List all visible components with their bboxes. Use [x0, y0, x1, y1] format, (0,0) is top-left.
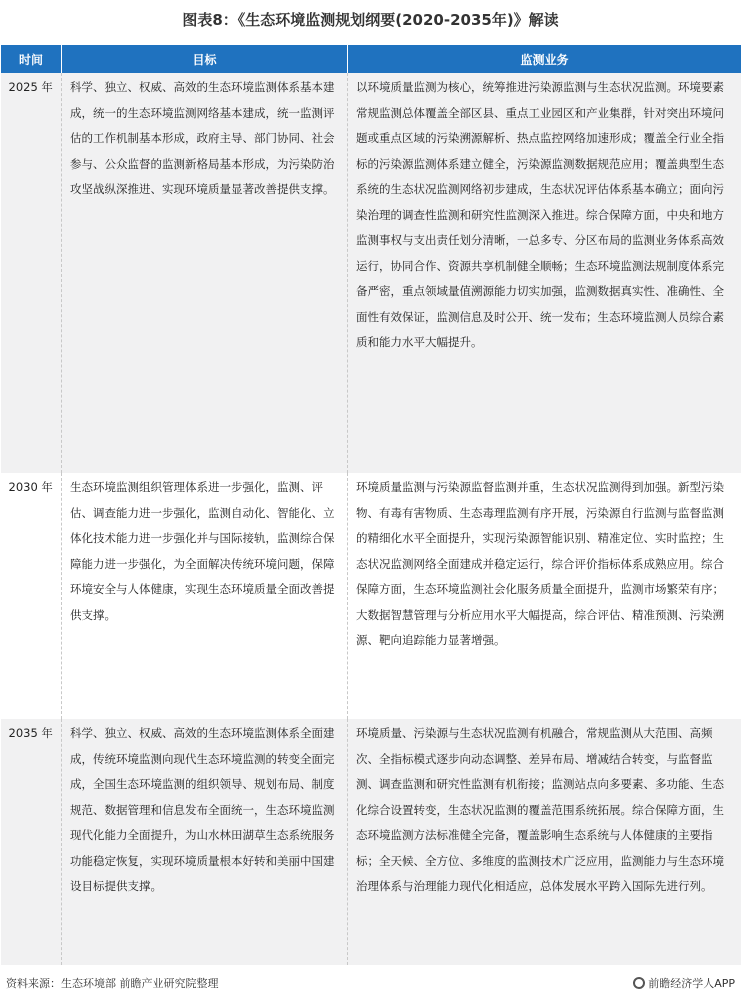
row-goal: 生态环境监测组织管理体系进一步强化，监测、评估、调查能力进一步强化，监测自动化、智能化、立体化技术能力进一步强化并与国际接轨，监测综合保障能力进一步强化，为全面解决传统环境问题，保障环境安全与人体健康，实现生态环境质量全面改善提供支撑。	[62, 473, 348, 719]
row-year: 2030 年	[1, 473, 62, 719]
row-business: 以环境质量监测为核心，统筹推进污染源监测与生态状况监测。环境要素常规监测总体覆盖全部区县、重点工业园区和产业集群，针对突出环境问题或重点区域的污染溯源解析、热点监控网络加速形成；覆盖全行业全指标的污染源监测体系建立健全，污染源监测数据规范应用；覆盖典型生态系统的生态状况监测网络初步建成，生态状况评估体系基本确立；面向污染治理的调查性监测和研究性监测深入推进。综合保障方面，中央和地方监测事权与支出责任划分清晰，一总多专、分区布局的监测业务体系高效运行，协同合作、资源共享机制健全顺畅；生态环境监测法规制度体系完备严密，重点领域量值溯源能力切实加强，监测数据真实性、准确性、全面性有效保证，监测信息及时公开、统一发布；生态环境监测人员综合素质和能力水平大幅提升。	[348, 73, 741, 473]
header-time: 时间	[1, 45, 62, 73]
brand-label	[633, 975, 735, 993]
table-row	[1, 473, 741, 719]
source-note: 资料来源：生态环境部 前瞻产业研究院整理	[6, 977, 219, 990]
table-row	[1, 719, 741, 965]
planning-table	[0, 45, 741, 965]
footer	[0, 975, 741, 993]
header-goal: 目标	[62, 45, 348, 73]
row-goal: 科学、独立、权威、高效的生态环境监测体系全面建成，传统环境监测向现代生态环境监测的转变全面完成，全国生态环境监测的组织领导、规划布局、制度规范、数据管理和信息发布全面统一，生态环境监测现代化能力全面提升，为山水林田湖草生态系统服务功能稳定恢复，实现环境质量根本好转和美丽中国建设目标提供支撑。	[62, 719, 348, 965]
table-header-row	[1, 45, 741, 73]
brand-logo-icon	[633, 977, 645, 989]
brand-text: 前瞻经济学人APP	[648, 977, 735, 990]
page-title: 图表8：《生态环境监测规划纲要(2020-2035年)》解读	[182, 11, 559, 29]
row-year: 2025 年	[1, 73, 62, 473]
table-row	[1, 73, 741, 473]
row-business: 环境质量、污染源与生态状况监测有机融合，常规监测从大范围、高频次、全指标模式逐步向动态调整、差异布局、增减结合转变，与监督监测、调查监测和研究性监测有机衔接；监测站点向多要素、多功能、生态化综合设置转变，生态状况监测的覆盖范围系统拓展。综合保障方面，生态环境监测方法标准健全完备，覆盖影响生态系统与人体健康的主要指标；全天候、全方位、多维度的监测技术广泛应用，监测能力与生态环境治理体系与治理能力现代化相适应，总体发展水平跨入国际先进行列。	[348, 719, 741, 965]
row-year: 2035 年	[1, 719, 62, 965]
row-business: 环境质量监测与污染源监督监测并重，生态状况监测得到加强。新型污染物、有毒有害物质、生态毒理监测有序开展，污染源自行监测与监督监测的精细化水平全面提升，实现污染源智能识别、精准定位、实时监控；生态状况监测网络全面建成并稳定运行，综合评价指标体系成熟应用。综合保障方面，生态环境监测社会化服务质量全面提升，监测市场繁荣有序；大数据智慧管理与分析应用水平大幅提高，综合评估、精准预测、污染溯源、靶向追踪能力显著增强。	[348, 473, 741, 719]
row-goal: 科学、独立、权威、高效的生态环境监测体系基本建成，统一的生态环境监测网络基本建成，统一监测评估的工作机制基本形成，政府主导、部门协同、社会参与、公众监督的监测新格局基本形成，为污染防治攻坚战纵深推进、实现环境质量显著改善提供支撑。	[62, 73, 348, 473]
header-business: 监测业务	[348, 45, 741, 73]
